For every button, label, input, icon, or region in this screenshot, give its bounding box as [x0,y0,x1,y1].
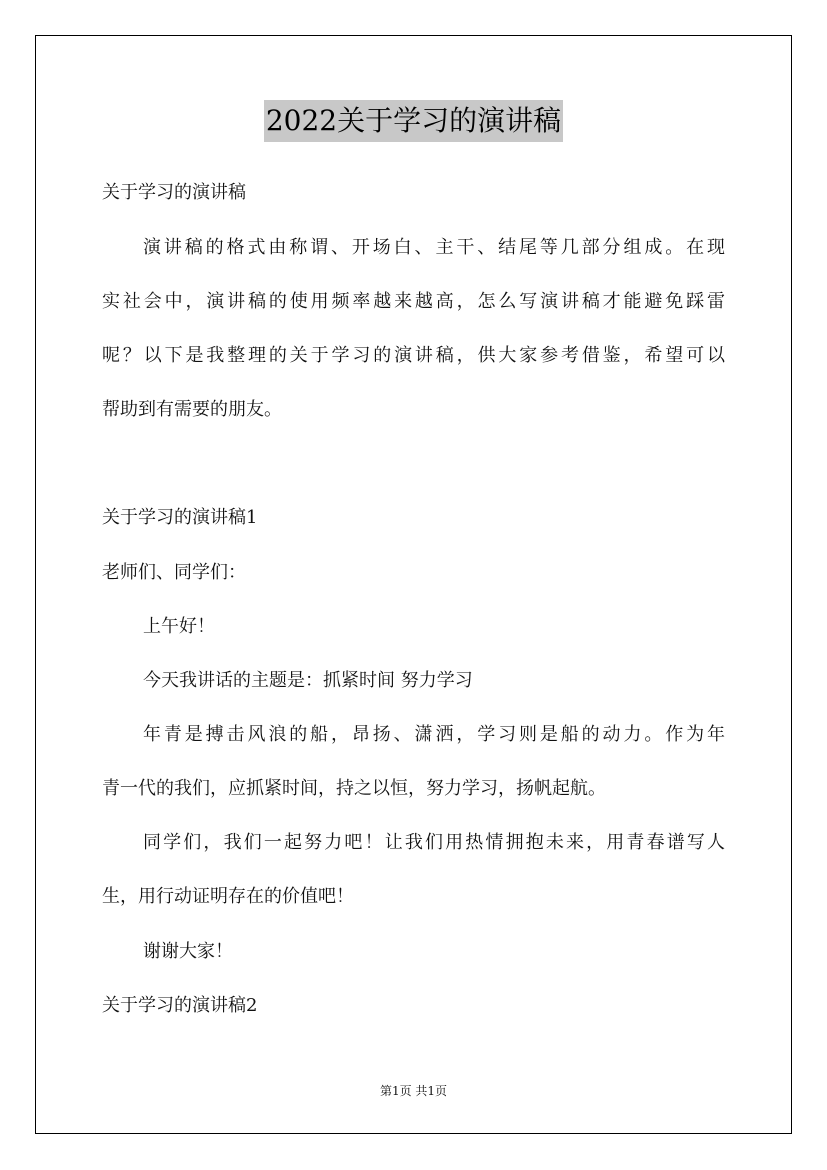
closing-line: 谢谢大家！ [143,941,233,962]
paragraph-line: 呢？以下是我整理的关于学习的演讲稿，供大家参考借鉴，希望可以 [102,345,725,366]
paragraph-line: 演讲稿的格式由称谓、开场白、主干、结尾等几部分组成。在现 [143,237,725,258]
section-heading: 关于学习的演讲稿 [102,182,246,203]
document-title[interactable]: 2022关于学习的演讲稿 [264,100,563,142]
paragraph-line: 年青是搏击风浪的船，昂扬、潇洒，学习则是船的动力。作为年 [143,724,725,745]
paragraph-line: 青一代的我们，应抓紧时间，持之以恒，努力学习，扬帆起航。 [102,778,606,799]
section-heading: 关于学习的演讲稿2 [102,995,258,1016]
paragraph-line: 帮助到有需要的朋友。 [102,399,282,420]
section-heading: 关于学习的演讲稿1 [102,507,258,528]
page-footer: 第1页 共1页 [379,1084,448,1098]
paragraph-line: 实社会中，演讲稿的使用频率越来越高，怎么写演讲稿才能避免踩雷 [102,291,725,312]
topic-line: 今天我讲话的主题是：抓紧时间 努力学习 [143,670,473,691]
paragraph-line: 同学们，我们一起努力吧！让我们用热情拥抱未来，用青春谱写人 [143,832,725,853]
title-container [0,100,827,142]
paragraph-line: 生，用行动证明存在的价值吧！ [102,886,354,907]
greeting: 上午好！ [143,616,215,637]
salutation: 老师们、同学们： [102,562,246,583]
